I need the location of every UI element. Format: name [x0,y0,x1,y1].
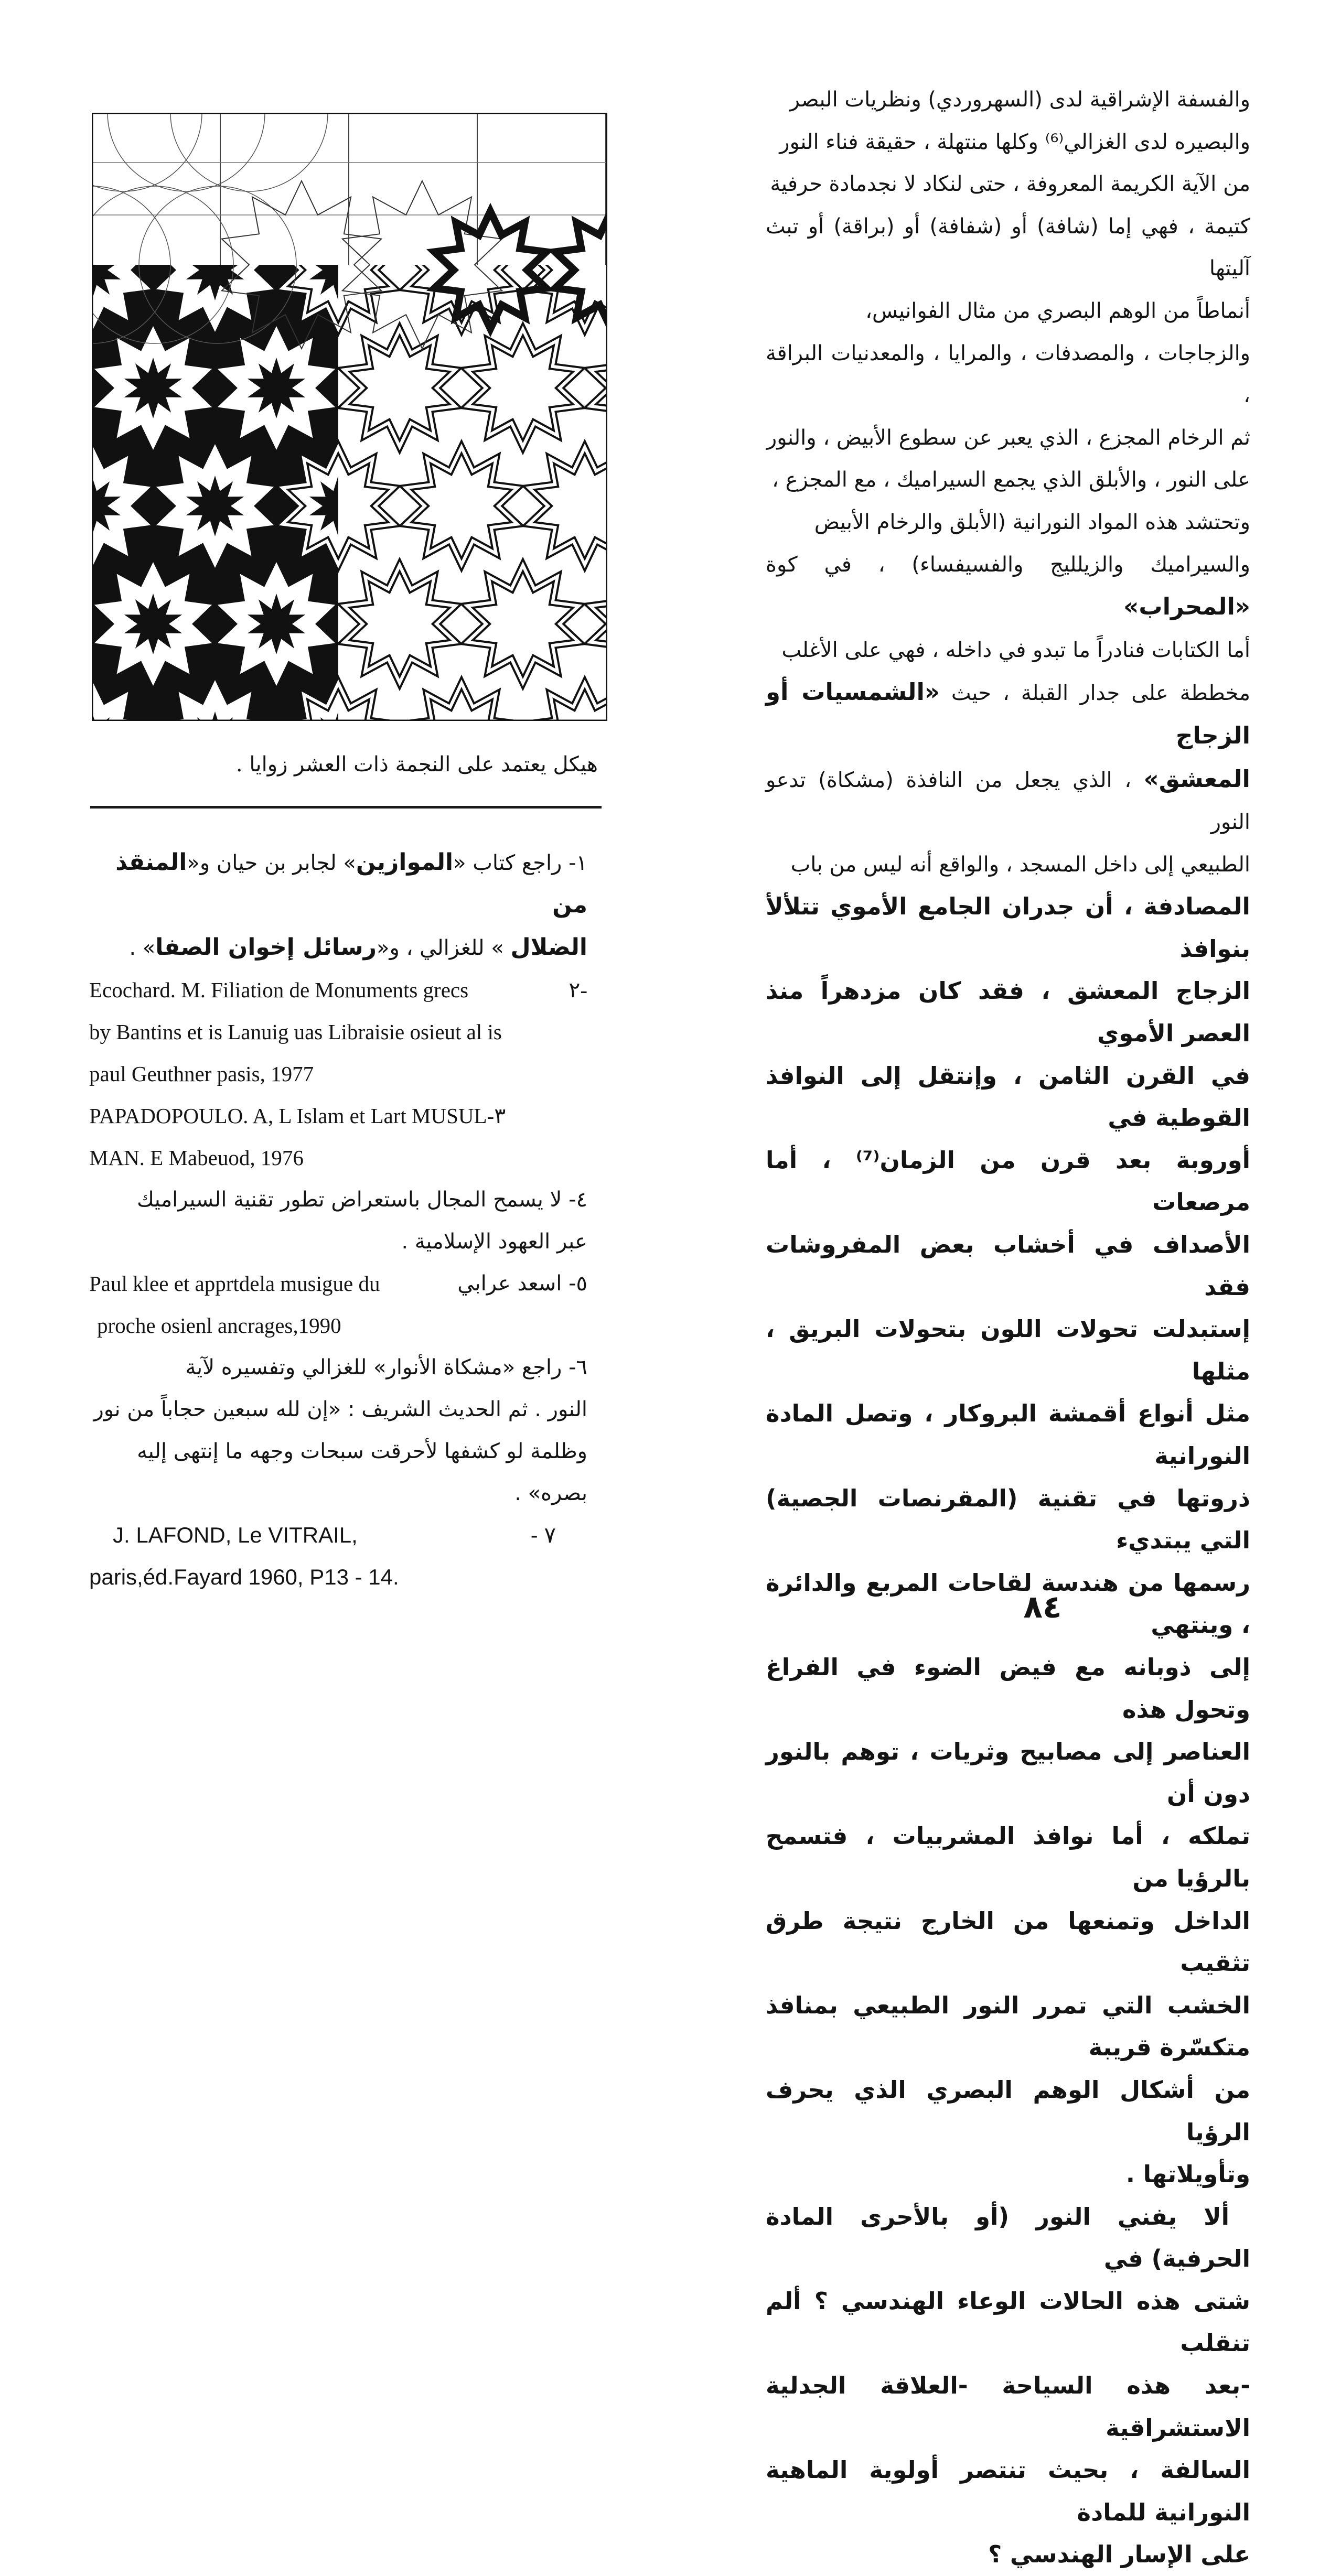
footnote-5 [89,1263,587,1346]
footnote-5-latin: Paul klee et apprtdela musigue du [89,1271,380,1296]
body-text-line: ألا يفني النور (أو بالأحرى المادة الحرفية) في [766,2202,1250,2273]
body-text-line: المعشق» ، الذي يجعل من النافذة (مشكاة) تدعو النور [766,764,1250,835]
footnote-1 [89,842,587,969]
footnote-1-text: » . [129,936,156,960]
body-text-line: السالفة ، بحيث تنتصر أولوية الماهية النورانية للمادة [766,2456,1250,2526]
footnote-1-text: » لجابر بن حيان و« [187,851,356,875]
body-text-line: والفسفة الإشراقية لدى (السهروردي) ونظريات البصر [789,88,1250,112]
body-text-line: أما الكتابات فنادراً ما تبدو في داخله ، فهي على الأغلب [781,638,1250,662]
body-text-line: المصادفة ، أن جدران الجامع الأموي تتلألأ بنوافذ [766,892,1250,963]
body-text-line: شتى هذه الحالات الوعاء الهندسي ؟ ألم تنقلب [766,2287,1250,2357]
body-text-line: العناصر إلى مصابيح وثريات ، توهم بالنور دون أن [766,1738,1250,1808]
footnote-4 [89,1179,587,1263]
ten-point-star-pattern [92,113,607,721]
footnote-1-text: » للغزالي ، و« [376,936,511,960]
footnote-6 [89,1346,587,1514]
footnote-2 [89,969,587,1095]
footnote-divider [90,806,602,809]
body-text-line: على الإسار الهندسي ؟ [988,2540,1250,2569]
footnote-3 [89,1095,587,1179]
footnote-7-number: ٧ - [530,1523,556,1547]
footnote-6-text: وظلمة لو كشفها لأحرقت سبحات وجهه ما إنتهى إليه [137,1439,587,1463]
footnote-1-title: الموازين [356,849,454,876]
body-text-line: ذروتها في تقنية (المقرنصات الجصية) التي يبتديء [766,1484,1250,1555]
footnote-3-text: MAN. E Mabeuod, 1976 [89,1146,304,1170]
body-text-line: إلى ذوبانه مع فيض الضوء في الفراغ وتحول هذه [766,1653,1250,1723]
footnote-7 [89,1514,587,1598]
footnote-1-title: المنقذ من [115,849,587,918]
body-text-line: وتأويلاتها . [1125,2160,1250,2189]
body-text-line: في القرن الثامن ، وإنتقل إلى النوافذ القوطية في [766,1061,1250,1132]
body-text-line: كتيمة ، فهي إما (شافة) أو (شفافة) أو (براقة) أو تبث آليتها [766,214,1250,281]
main-text-column [766,79,1250,2576]
page-number: ٨٤ [1023,1589,1062,1625]
footnote-3-text: PAPADOPOULO. A, L Islam et Lart MUSUL-٣ [89,1104,506,1128]
geometric-pattern-figure [92,113,607,721]
footnote-1-title: الضلال [510,934,587,961]
body-text-line: إستبدلت تحولات اللون بتحولات البريق ، مثلها [766,1315,1250,1385]
footnote-1-text: ١- راجع كتاب « [453,851,587,875]
footnote-7-text: paris,éd.Fayard 1960, P13 - 14. [89,1565,399,1589]
footnote-5-arabic: ٥- اسعد عرابي [457,1271,587,1296]
body-text-line: والسيراميك والزيلليج والفسيفساء) ، في كوة «المحراب» [766,552,1250,621]
body-text-line: رسمها من هندسة لقاحات المربع والدائرة ، وينتهي [766,1568,1250,1639]
body-text-line: من أشكال الوهم البصري الذي يحرف الرؤيا [766,2075,1250,2146]
footnote-4-text: عبر العهود الإسلامية . [401,1230,587,1254]
body-text-line: الداخل وتمنعها من الخارج نتيجة طرق تثقيب [766,1906,1250,1977]
footnote-2-text: by Bantins et is Lanuig uas Libraisie osieut al is [89,1020,502,1044]
figure-caption: هيكل يعتمد على النجمة ذات العشر زوايا . [235,752,598,777]
footnote-6-text: ٦- راجع «مشكاة الأنوار» للغزالي وتفسيره لآية [185,1355,587,1379]
body-text-line: الخشب التي تمرر النور الطبيعي بمنافذ متكسّرة قريبة [766,1991,1250,2062]
construction-band [92,113,607,265]
footnotes [89,842,587,1598]
footnote-6-text: النور . ثم الحديث الشريف : «إن لله سبعين حجاباً من نور [93,1397,587,1421]
body-text-line: مخططة على جدار القبلة ، حيث «الشمسيات أو الزجاج [766,678,1250,749]
footnote-2-text: Ecochard. M. Filiation de Monuments grecs [89,978,469,1002]
body-text-line: على النور ، والأبلق الذي يجمع السيراميك ، مع المجزع ، [772,468,1250,492]
body-text-line: -بعد هذه السياحة -العلاقة الجدلية الاستشراقية [766,2372,1250,2442]
body-text-line: الأصداف في أخشاب بعض المفروشات فقد [766,1231,1250,1301]
footnote-6-text: بصره» . [514,1481,587,1505]
footnote-4-text: ٤- لا يسمح المجال باستعراض تطور تقنية السيراميك [136,1188,587,1212]
body-text-line: من الآية الكريمة المعروفة ، حتى لنكاد لا نجدمادة حرفية [770,172,1250,197]
body-text-line: والزجاجات ، والمصدفات ، والمرايا ، والمعدنيات البراقة ، [766,341,1250,408]
body-text-line: ثم الرخام المجزع ، الذي يعبر عن سطوع الأبيض ، والنور [766,425,1250,450]
body-text-line: تملكه ، أما نوافذ المشربيات ، فتسمح بالرؤيا من [766,1822,1250,1892]
footnote-2-text: paul Geuthner pasis, 1977 [89,1062,314,1086]
body-text-line: الطبيعي إلى داخل المسجد ، والواقع أنه ليس من باب [790,852,1250,877]
footnote-2-number: -٢ [569,978,587,1002]
footnote-7-text: J. LAFOND, Le VITRAIL, [113,1523,358,1547]
body-text-line: الزجاج المعشق ، فقد كان مزدهراً منذ العصر الأموي [766,977,1250,1048]
body-text-line: مثل أنواع أقمشة البروكار ، وتصل المادة النورانية [766,1399,1250,1470]
footnote-5-text: proche osienl ancrages,1990 [97,1313,341,1338]
body-text-line: أوروبة بعد قرن من الزمان⁽⁷⁾ ، أما مرصعات [766,1146,1250,1216]
body-text-line: وتحتشد هذه المواد النورانية (الأبلق والرخام الأبيض [814,510,1250,534]
body-text-line: والبصيره لدى الغزالي⁽⁶⁾ وكلها منتهلة ، حقيقة فناء النور [779,130,1250,154]
footnote-1-title: رسائل إخوان الصفا [155,934,377,961]
body-text-line: أنماطاً من الوهم البصري من مثال الفوانيس، [865,298,1250,323]
